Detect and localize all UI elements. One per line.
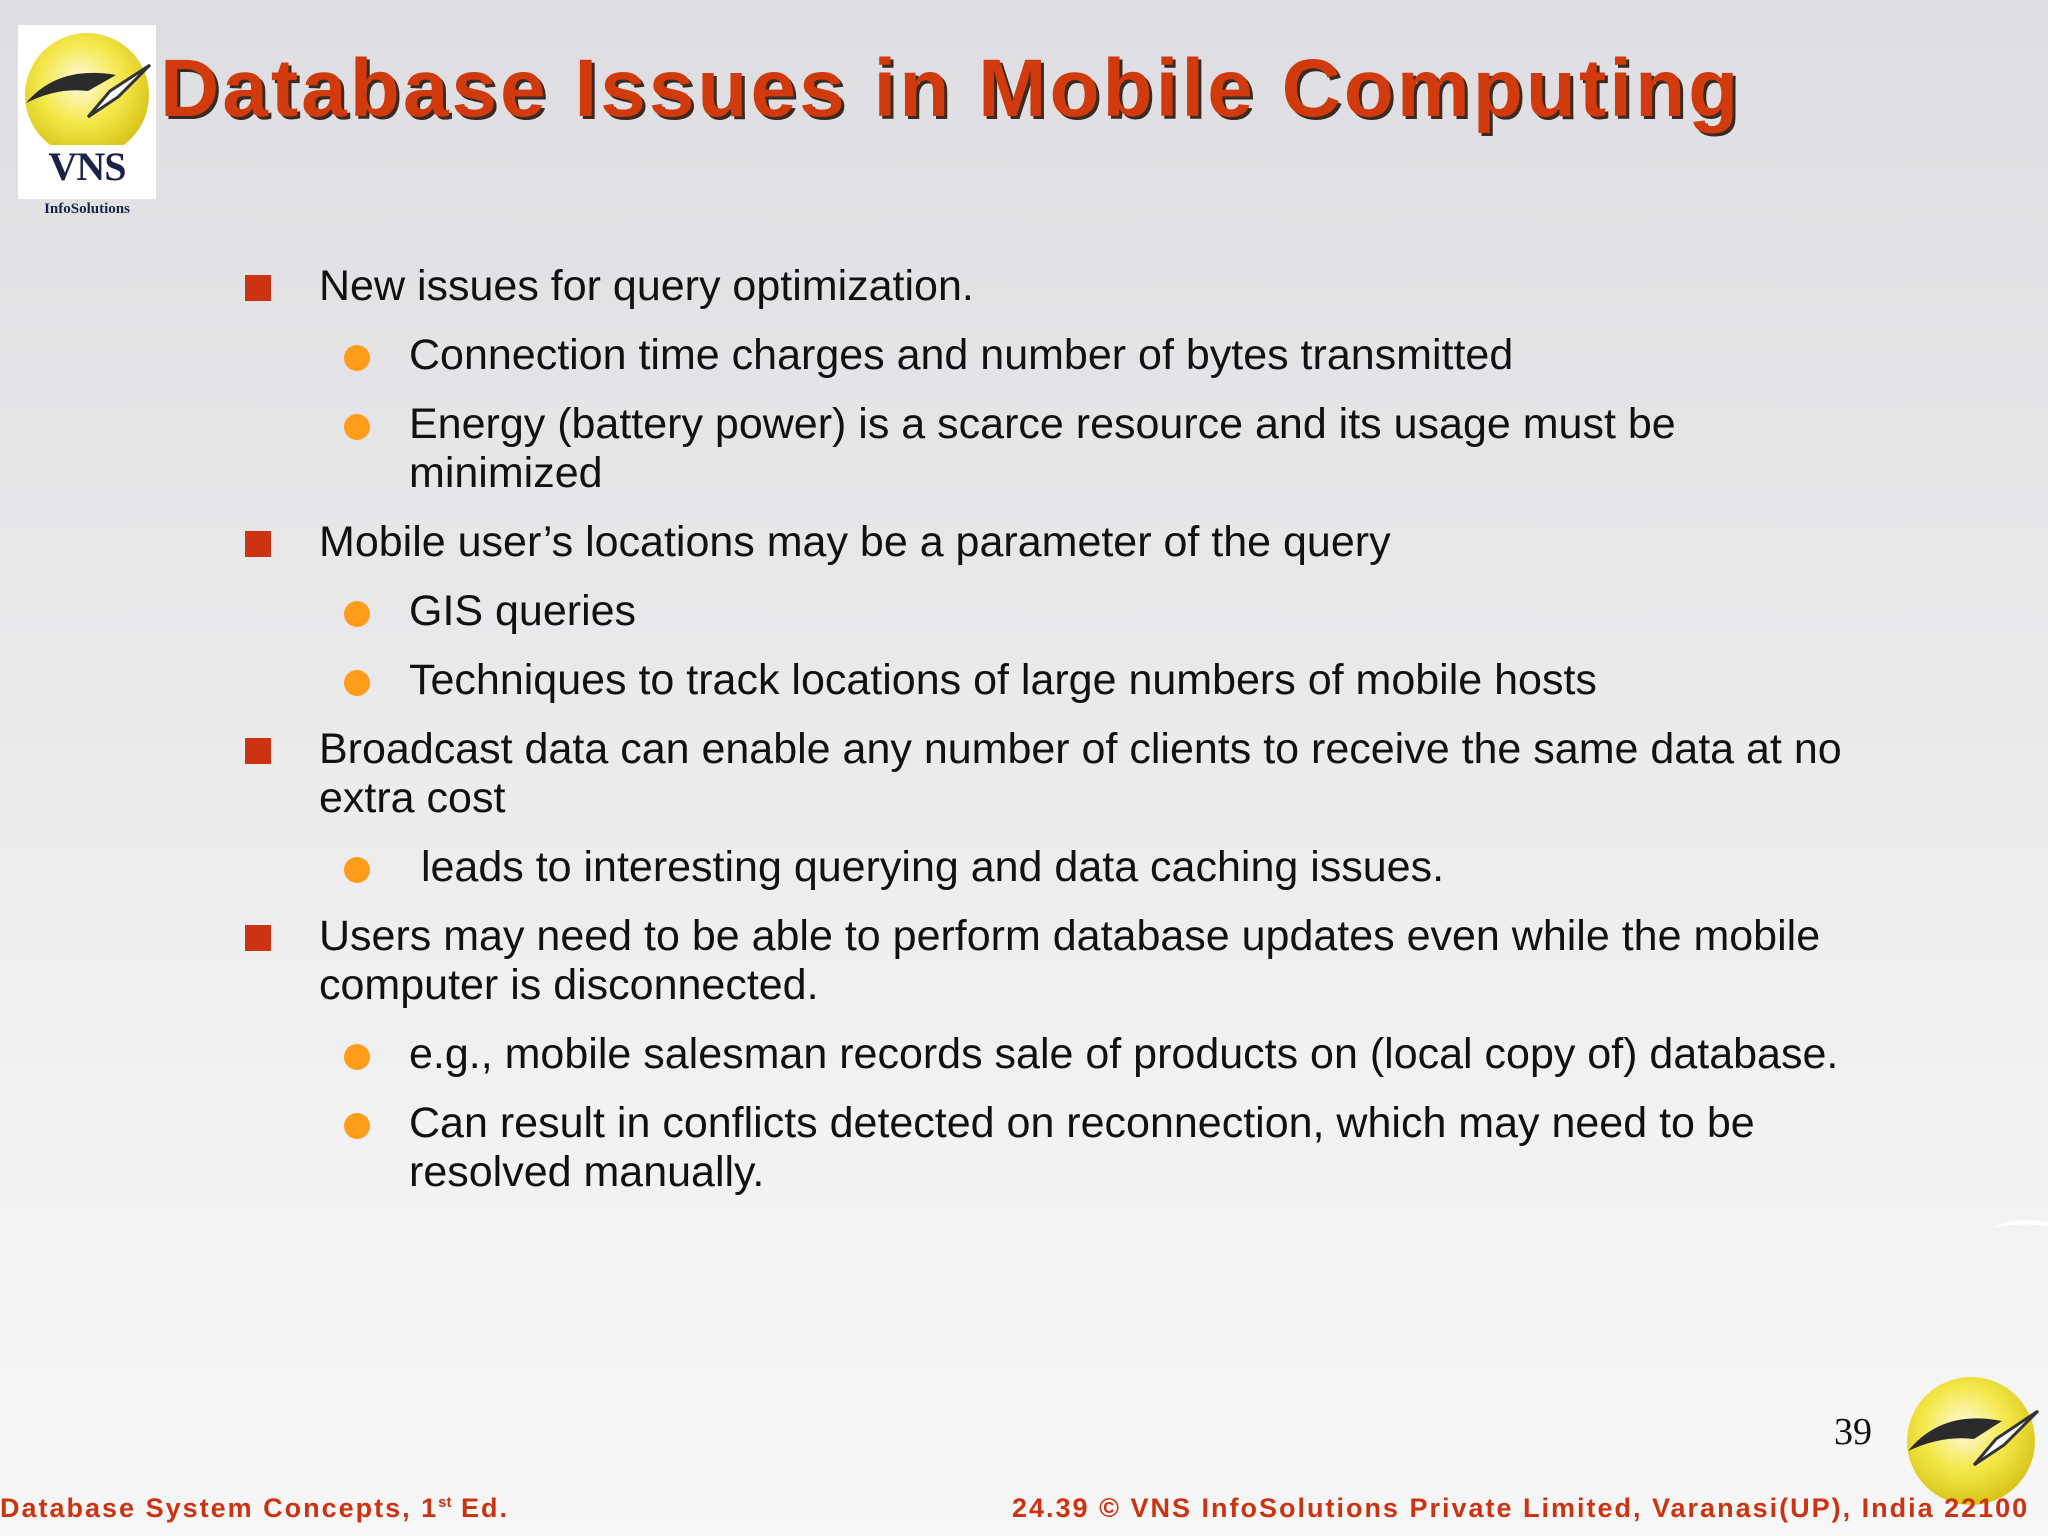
footer-left-superscript: st <box>438 1494 452 1511</box>
square-bullet-icon <box>245 531 271 557</box>
footer-copyright: 24.39 © VNS InfoSolutions Private Limited, Varanasi(UP), India 22100 <box>1012 1493 2030 1523</box>
bullet-text: Broadcast data can enable any number of clients to receive the same data at no extra cost <box>319 725 1842 822</box>
sub-bullet-item <box>240 587 1880 636</box>
bullet-item <box>240 912 1880 1010</box>
footer-logo-icon <box>1902 1369 2040 1509</box>
slide-title: Database Issues in Mobile Computing <box>160 43 1742 134</box>
company-logo <box>18 25 156 217</box>
sub-bullet-text: leads to interesting querying and data caching issues. <box>409 843 1445 891</box>
footer-book-title <box>0 1493 509 1524</box>
square-bullet-icon <box>245 925 271 951</box>
square-bullet-icon <box>245 275 271 301</box>
round-bullet-icon <box>344 1113 370 1139</box>
sub-bullet-item <box>240 1030 1880 1079</box>
sub-bullet-text: GIS queries <box>409 587 637 635</box>
footer-left-edition: Ed. <box>451 1493 510 1523</box>
round-bullet-icon <box>344 414 370 440</box>
logo-subtext: InfoSolutions <box>44 201 130 217</box>
sub-bullet-text: Techniques to track locations of large numbers of mobile hosts <box>409 656 1597 704</box>
sub-bullet-item <box>240 656 1880 705</box>
bullet-item <box>240 725 1880 823</box>
bullet-text: Users may need to be able to perform database updates even while the mobile computer is disconnected. <box>319 912 1821 1009</box>
square-bullet-icon <box>245 738 271 764</box>
sub-bullet-item <box>240 400 1880 498</box>
sub-bullet-text: Energy (battery power) is a scarce resource and its usage must be minimized <box>409 400 1676 497</box>
round-bullet-icon <box>344 1044 370 1070</box>
round-bullet-icon <box>344 857 370 883</box>
round-bullet-icon <box>344 670 370 696</box>
page-number: 39 <box>1834 1411 1872 1453</box>
sub-bullet-item <box>240 331 1880 380</box>
bullet-text: New issues for query optimization. <box>319 262 974 310</box>
logo-text: VNS <box>48 144 126 189</box>
bullet-item <box>240 262 1880 311</box>
sub-bullet-text: Connection time charges and number of bytes transmitted <box>409 331 1514 379</box>
sub-bullet-text: Can result in conflicts detected on reconnection, which may need to be resolved manually. <box>409 1099 1755 1196</box>
sub-bullet-text: e.g., mobile salesman records sale of products on (local copy of) database. <box>409 1030 1839 1078</box>
logo-emblem-icon <box>18 25 156 145</box>
round-bullet-icon <box>344 601 370 627</box>
sub-bullet-item <box>240 1099 1880 1197</box>
decorative-swoosh-icon <box>1990 1216 2048 1246</box>
footer-left-text: Database System Concepts, 1 <box>0 1493 439 1523</box>
sub-bullet-item <box>240 843 1880 892</box>
bullet-text: Mobile user’s locations may be a parameter of the query <box>319 518 1391 566</box>
round-bullet-icon <box>344 345 370 371</box>
bullet-item <box>240 518 1880 567</box>
bullet-list <box>240 262 1880 1217</box>
